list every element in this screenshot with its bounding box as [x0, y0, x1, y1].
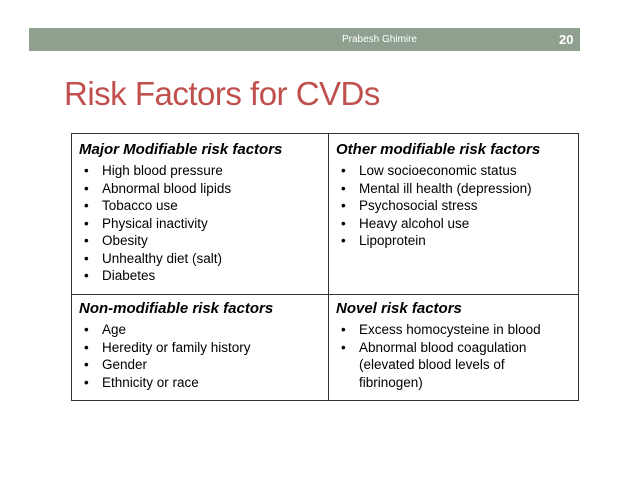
list-item: • Abnormal blood coagulation	[336, 339, 541, 357]
list-item: • Unhealthy diet (salt)	[79, 250, 282, 268]
list-item: • Lipoprotein	[336, 232, 540, 250]
slide-title: Risk Factors for CVDs	[64, 75, 380, 112]
cell-novel	[336, 300, 541, 391]
cell-heading: Non-modifiable risk factors	[79, 300, 274, 317]
list-item: • Gender	[79, 356, 273, 374]
list-item: • Low socioeconomic status	[336, 162, 540, 180]
table-divider-vertical	[328, 134, 329, 400]
list-item: • Mental ill health (depression)	[336, 180, 540, 198]
risk-factor-list	[336, 162, 540, 250]
list-item: • Excess homocysteine in blood	[336, 321, 541, 339]
page-number: 20	[559, 32, 574, 47]
table-divider-horizontal	[72, 294, 578, 295]
list-item: • Heredity or family history	[79, 339, 273, 357]
list-item: • Ethnicity or race	[79, 374, 273, 392]
list-item: • Age	[79, 321, 273, 339]
list-item: • Obesity	[79, 232, 282, 250]
list-item: • Diabetes	[79, 267, 282, 285]
cell-major-modifiable	[79, 141, 282, 285]
list-item-continuation: (elevated blood levels of	[359, 357, 505, 372]
cell-other-modifiable	[336, 141, 540, 250]
cell-heading: Novel risk factors	[336, 300, 462, 317]
author-name: Prabesh Ghimire	[342, 34, 418, 45]
risk-factor-list	[79, 321, 273, 391]
risk-factor-list	[336, 321, 541, 391]
list-item: • Psychosocial stress	[336, 197, 540, 215]
list-item: • Abnormal blood lipids	[79, 180, 282, 198]
cell-heading: Major Modifiable risk factors	[79, 141, 283, 158]
cell-heading: Other modifiable risk factors	[336, 141, 541, 158]
header-bar	[29, 28, 580, 51]
list-item: • Tobacco use	[79, 197, 282, 215]
risk-factor-list	[79, 162, 282, 285]
list-item: • High blood pressure	[79, 162, 282, 180]
risk-factors-table	[71, 133, 579, 401]
list-item: • Heavy alcohol use	[336, 215, 540, 233]
cell-non-modifiable	[79, 300, 273, 391]
list-item-continuation: fibrinogen)	[359, 374, 423, 390]
list-item: • Physical inactivity	[79, 215, 282, 233]
